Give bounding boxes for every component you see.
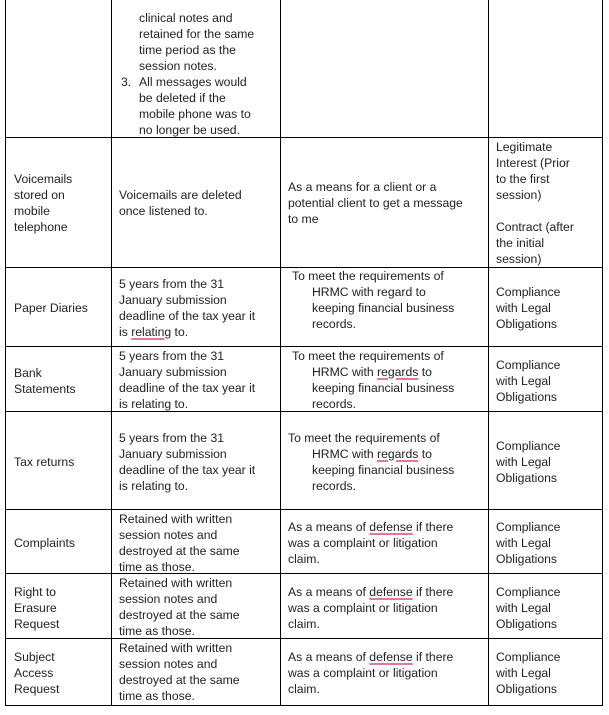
retention-cell <box>139 10 279 74</box>
text-line: To meet the requirements of <box>288 431 440 445</box>
text-line: time as those. <box>119 689 195 703</box>
text-line: deadline of the tax year it <box>119 463 256 477</box>
table-border <box>5 509 603 510</box>
text-line: session notes. <box>139 59 217 73</box>
text-line: January submission <box>119 293 227 307</box>
text-line: records. <box>312 397 357 411</box>
text-line: time as those. <box>119 624 195 638</box>
text-line: All messages would <box>139 75 247 89</box>
text-segment: if there <box>412 585 454 599</box>
text-line: with Legal <box>496 455 551 469</box>
text-line <box>288 584 486 600</box>
text-line: once listened to. <box>119 204 208 218</box>
text-line: Contract (after <box>496 220 574 234</box>
text-line <box>119 324 279 340</box>
table-border <box>5 0 6 706</box>
text-line: to me <box>288 212 319 226</box>
text-line: is relating to. <box>119 397 189 411</box>
text-segment: if there <box>412 650 454 664</box>
text-line: session notes and <box>119 657 218 671</box>
text-line: Request <box>14 617 60 631</box>
basis-cell <box>496 584 601 632</box>
text-segment: to <box>418 447 432 461</box>
text-line: the initial <box>496 236 545 250</box>
text-line: Bank <box>14 366 42 380</box>
text-line: Right to <box>14 585 57 599</box>
spellcheck-word: defense <box>369 520 413 534</box>
text-line: Retained with written <box>119 641 233 655</box>
retention-cell <box>119 511 279 575</box>
retention-cell <box>119 276 279 340</box>
data-cell <box>14 365 109 397</box>
basis-cell <box>496 649 601 697</box>
text-line: January submission <box>119 365 227 379</box>
text-line <box>292 364 487 380</box>
text-segment: to. <box>171 325 189 339</box>
purpose-cell <box>288 179 486 227</box>
text-line: was a complaint or litigation <box>288 601 438 615</box>
text-line: session notes and <box>119 528 218 542</box>
data-cell <box>14 584 109 632</box>
text-line: Erasure <box>14 601 57 615</box>
text-line: with Legal <box>496 536 551 550</box>
text-line: Compliance <box>496 439 561 453</box>
text-line: Obligations <box>496 471 557 485</box>
text-line: mobile phone was to <box>139 107 251 121</box>
text-segment: is <box>119 325 132 339</box>
text-line: To meet the requirements of <box>292 269 444 283</box>
table-border <box>5 573 603 574</box>
text-line: destroyed at the same <box>119 608 240 622</box>
basis-cell <box>496 519 601 567</box>
table-border <box>602 0 603 706</box>
data-cell <box>14 649 109 697</box>
text-line: 5 years from the 31 <box>119 431 224 445</box>
purpose-cell <box>292 268 487 332</box>
retention-cell <box>119 640 279 704</box>
text-segment: if there <box>412 520 454 534</box>
spellcheck-word: regards <box>377 447 419 461</box>
purpose-cell <box>288 584 486 632</box>
spellcheck-word: defense <box>369 585 413 599</box>
text-line: Voicemails <box>14 172 73 186</box>
table-border <box>280 0 281 706</box>
basis-cell <box>496 139 601 267</box>
text-line: with Legal <box>496 374 551 388</box>
text-segment: HRMC with <box>312 365 378 379</box>
text-line: Retained with written <box>119 576 233 590</box>
text-line: Paper Diaries <box>14 301 88 315</box>
spellcheck-word: defense <box>369 650 413 664</box>
text-line: to the first <box>496 172 550 186</box>
text-line: session) <box>496 252 542 266</box>
text-line: Compliance <box>496 285 561 299</box>
text-segment: As a means of <box>288 520 370 534</box>
text-segment: As a means of <box>288 585 370 599</box>
text-line: was a complaint or litigation <box>288 666 438 680</box>
spellcheck-word: relating <box>131 325 172 339</box>
text-line: HRMC with regard to <box>312 285 426 299</box>
spellcheck-word: regards <box>377 365 419 379</box>
text-segment: HRMC with <box>312 447 378 461</box>
text-line: Retained with written <box>119 512 233 526</box>
text-line: keeping financial business <box>312 463 455 477</box>
text-line: Compliance <box>496 585 561 599</box>
text-line: Obligations <box>496 317 557 331</box>
text-line: stored on <box>14 188 65 202</box>
text-line: 5 years from the 31 <box>119 349 224 363</box>
retention-cell <box>119 575 279 639</box>
text-line: As a means for a client or a <box>288 180 437 194</box>
table-border <box>5 346 603 347</box>
text-line: telephone <box>14 220 68 234</box>
text-line: records. <box>312 317 357 331</box>
text-line: Request <box>14 682 60 696</box>
retention-cell <box>119 348 279 412</box>
data-cell <box>14 300 109 316</box>
text-line: with Legal <box>496 301 551 315</box>
text-line: To meet the requirements of <box>292 349 444 363</box>
text-line: session) <box>496 188 542 202</box>
text-line: clinical notes and <box>139 11 233 25</box>
text-line: with Legal <box>496 601 551 615</box>
table-border <box>488 0 489 706</box>
text-line: potential client to get a message <box>288 196 463 210</box>
text-line: Obligations <box>496 552 557 566</box>
text-line: mobile <box>14 204 50 218</box>
purpose-cell <box>288 519 486 567</box>
text-line: Voicemails are deleted <box>119 188 242 202</box>
list-item <box>121 74 279 138</box>
text-line: time as those. <box>119 560 195 574</box>
table-border <box>5 638 603 639</box>
text-line: Compliance <box>496 358 561 372</box>
text-line: Subject <box>14 650 55 664</box>
retention-cell <box>119 187 279 219</box>
text-line: with Legal <box>496 666 551 680</box>
basis-cell <box>496 438 601 486</box>
text-line: be deleted if the <box>139 91 226 105</box>
table-border <box>111 0 112 706</box>
text-line: Compliance <box>496 520 561 534</box>
text-line: is relating to. <box>119 479 189 493</box>
text-line: claim. <box>288 682 320 696</box>
text-line: keeping financial business <box>312 301 455 315</box>
basis-cell <box>496 284 601 332</box>
text-line: Interest (Prior <box>496 156 570 170</box>
table-border <box>5 137 603 138</box>
text-line: keeping financial business <box>312 381 455 395</box>
text-line: no longer be used. <box>139 123 240 137</box>
text-line: Access <box>14 666 54 680</box>
text-line: was a complaint or litigation <box>288 536 438 550</box>
text-segment: As a means of <box>288 650 370 664</box>
text-line: 5 years from the 31 <box>119 277 224 291</box>
text-line: January submission <box>119 447 227 461</box>
text-line: deadline of the tax year it <box>119 309 256 323</box>
purpose-cell <box>288 430 486 494</box>
text-line: Legitimate <box>496 140 553 154</box>
purpose-cell <box>288 649 486 697</box>
text-line: Obligations <box>496 682 557 696</box>
text-line: Statements <box>14 382 76 396</box>
text-line: Tax returns <box>14 455 75 469</box>
data-cell <box>14 454 109 470</box>
basis-cell <box>496 357 601 405</box>
data-cell <box>14 535 109 551</box>
text-line: Complaints <box>14 536 75 550</box>
table-border <box>5 705 603 706</box>
text-line: records. <box>312 479 357 493</box>
text-line: session notes and <box>119 592 218 606</box>
data-cell <box>14 171 109 235</box>
text-line: time period as the <box>139 43 236 57</box>
text-segment: to <box>418 365 432 379</box>
text-line <box>288 519 486 535</box>
text-line: destroyed at the same <box>119 544 240 558</box>
text-line: retained for the same <box>139 27 255 41</box>
purpose-cell <box>292 348 487 412</box>
text-line: Compliance <box>496 650 561 664</box>
text-line: destroyed at the same <box>119 673 240 687</box>
text-line: claim. <box>288 617 320 631</box>
text-line: deadline of the tax year it <box>119 381 256 395</box>
text-line: claim. <box>288 552 320 566</box>
text-line <box>288 446 486 462</box>
text-line <box>288 649 486 665</box>
list-number: 3. <box>121 75 132 89</box>
retention-cell <box>119 430 279 494</box>
text-line: Obligations <box>496 617 557 631</box>
text-line: Obligations <box>496 390 557 404</box>
